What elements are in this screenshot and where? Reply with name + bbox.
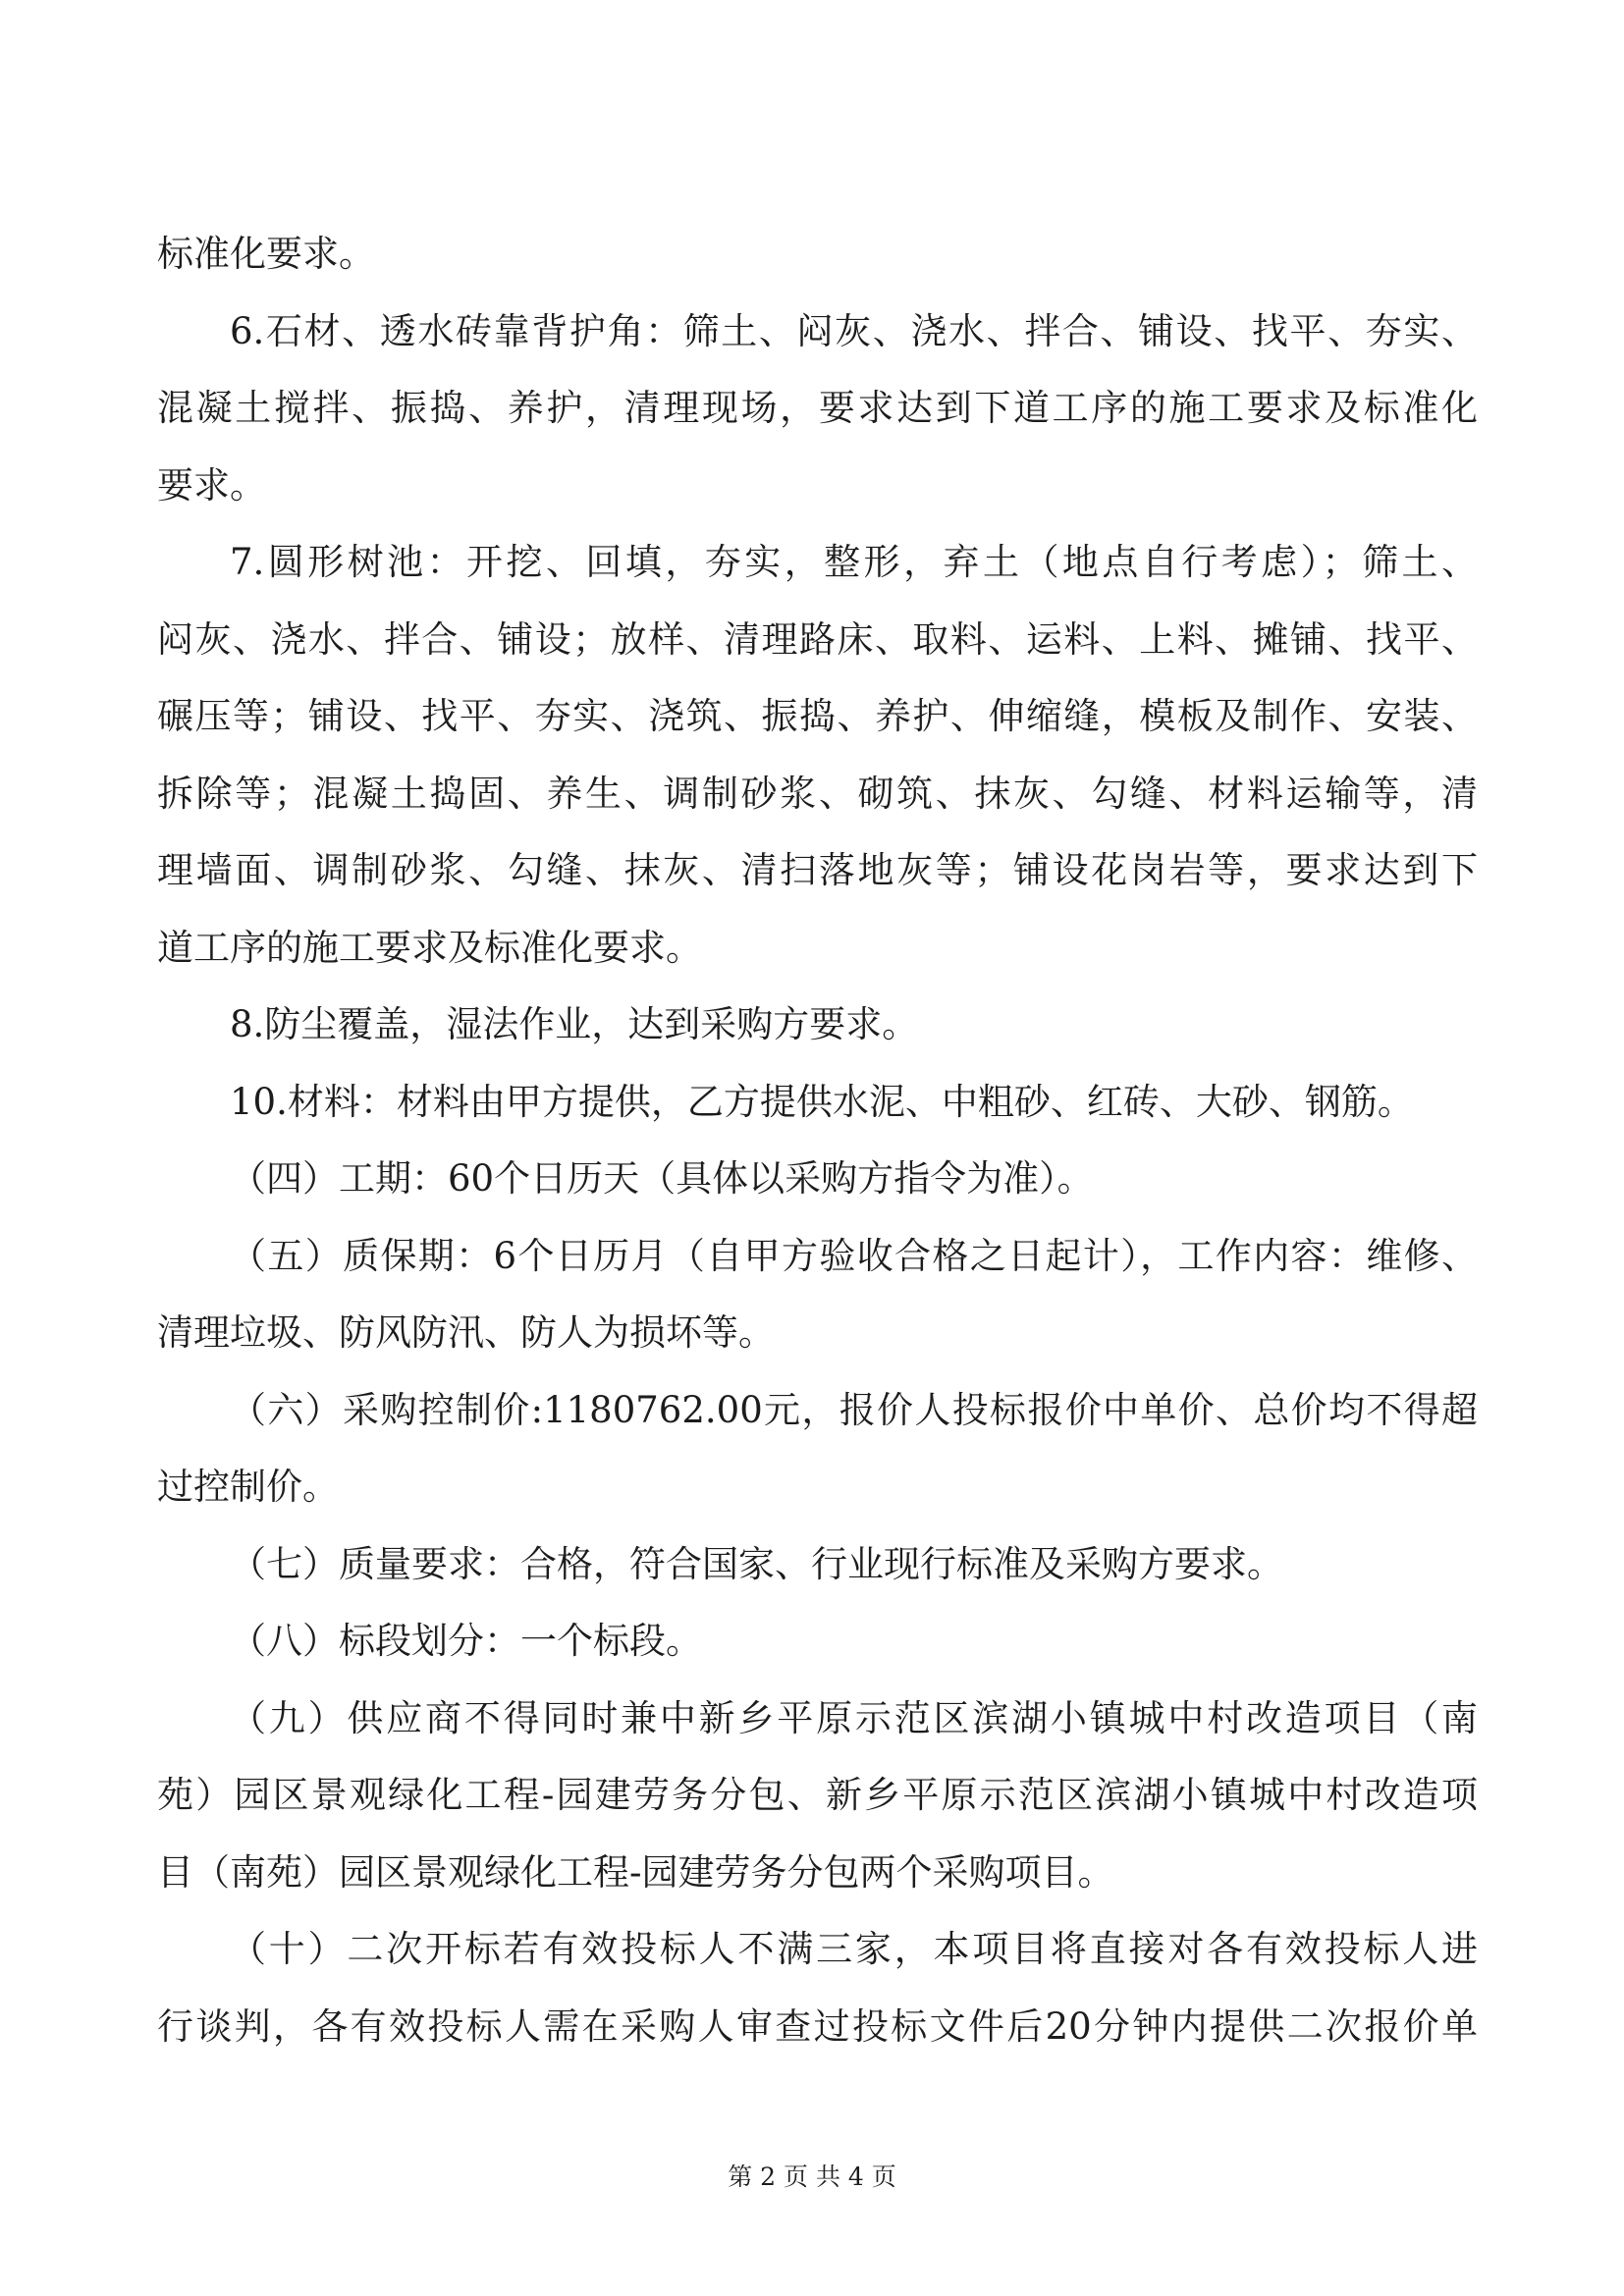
text-line: 混凝土搅拌、振捣、养护，清理现场，要求达到下道工序的施工要求及标准化 <box>157 387 1478 429</box>
page-footer: 第 2 页 共 4 页 <box>728 2163 896 2191</box>
text-line: 道工序的施工要求及标准化要求。 <box>157 926 702 969</box>
text-line: （七）质量要求：合格，符合国家、行业现行标准及采购方要求。 <box>230 1542 1283 1585</box>
text-line: （九）供应商不得同时兼中新乡平原示范区滨湖小镇城中村改造项目（南 <box>230 1696 1478 1739</box>
text-line: （六）采购控制价:1180762.00元，报价人投标报价中单价、总价均不得超 <box>230 1388 1478 1431</box>
text-line: （四）工期：60个日历天（具体以采购方指令为准）。 <box>230 1157 1094 1200</box>
text-line: 清理垃圾、防风防汛、防人为损坏等。 <box>157 1311 775 1354</box>
text-line: 目（南苑）园区景观绿化工程-园建劳务分包两个采购项目。 <box>157 1850 1114 1894</box>
text-line: 标准化要求。 <box>157 233 375 275</box>
text-line: 10.材料：材料由甲方提供，乙方提供水泥、中粗砂、红砖、大砂、钢筋。 <box>230 1080 1414 1123</box>
text-line: （五）质保期：6个日历月（自甲方验收合格之日起计），工作内容：维修、 <box>230 1234 1478 1277</box>
text-line: 过控制价。 <box>157 1466 339 1508</box>
text-line: 闷灰、浇水、拌合、铺设；放样、清理路床、取料、运料、上料、摊铺、找平、 <box>157 617 1478 661</box>
text-line: （八）标段划分：一个标段。 <box>230 1620 702 1662</box>
text-line: 拆除等；混凝土捣固、养生、调制砂浆、砌筑、抹灰、勾缝、材料运输等，清 <box>157 772 1478 815</box>
text-line: 6.石材、透水砖靠背护角：筛土、闷灰、浇水、拌合、铺设、找平、夯实、 <box>230 309 1478 352</box>
text-line: 苑）园区景观绿化工程-园建劳务分包、新乡平原示范区滨湖小镇城中村改造项 <box>157 1774 1478 1816</box>
text-line: 8.防尘覆盖，湿法作业，达到采购方要求。 <box>230 1003 919 1045</box>
text-line: 碾压等；铺设、找平、夯实、浇筑、振捣、养护、伸缩缝，模板及制作、安装、 <box>157 695 1478 737</box>
text-line: 行谈判，各有效投标人需在采购人审查过投标文件后20分钟内提供二次报价单 <box>157 2004 1478 2048</box>
text-line: （十）二次开标若有效投标人不满三家，本项目将直接对各有效投标人进 <box>230 1928 1478 1970</box>
document-body <box>157 216 1478 2065</box>
text-line: 要求。 <box>157 463 266 507</box>
text-line: 7.圆形树池：开挖、回填，夯实，整形，弃土（地点自行考虑）；筛土、 <box>230 541 1478 583</box>
text-line: 理墙面、调制砂浆、勾缝、抹灰、清扫落地灰等；铺设花岗岩等，要求达到下 <box>157 849 1478 891</box>
